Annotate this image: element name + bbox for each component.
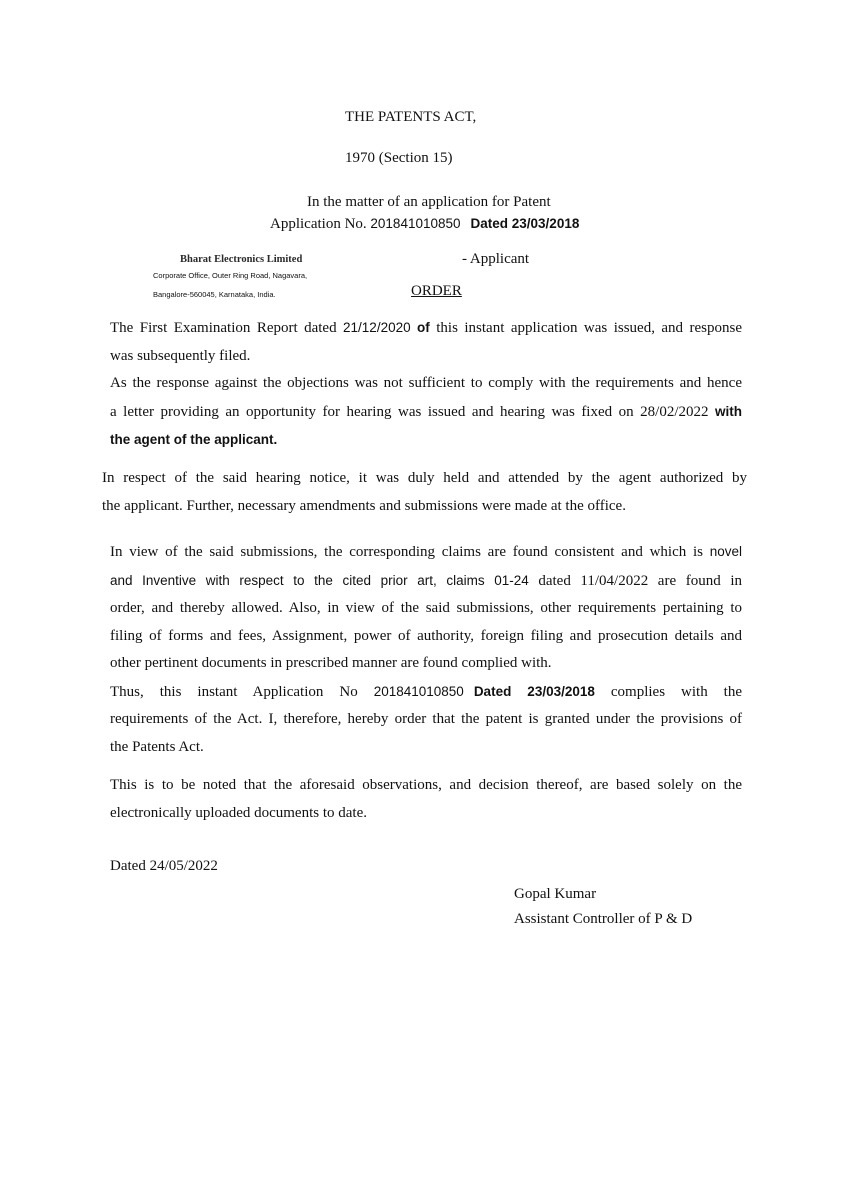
para2-line2: the applicant. Further, necessary amendments and submissions were made at the office. (102, 497, 626, 514)
order-date: Dated 24/05/2022 (110, 858, 218, 874)
para1-line1: The First Examination Report dated 21/12/2020 of this instant application was issued, and response (110, 320, 742, 336)
para4-line2: electronically uploaded documents to date. (110, 804, 367, 821)
applicant-name: Bharat Electronics Limited (180, 254, 303, 265)
application-line (270, 216, 579, 233)
para3-line5: other pertinent documents in prescribed manner are found complied with. (110, 655, 552, 671)
applicant-address-line1: Corporate Office, Outer Ring Road, Nagavara, (153, 271, 308, 280)
para1-line2: was subsequently filed. (110, 347, 251, 364)
applicant-role: - Applicant (462, 251, 530, 267)
signatory-name: Gopal Kumar (514, 886, 597, 902)
para2-line1: In respect of the said hearing notice, it was duly held and attended by the agent authorized by (102, 470, 747, 486)
signatory-designation: Assistant Controller of P & D (514, 911, 693, 927)
para3-line7: requirements of the Act. I, therefore, hereby order that the patent is granted under the provisions of (110, 711, 742, 727)
para4-line1: This is to be noted that the aforesaid observations, and decision thereof, are based solely on the (110, 777, 742, 793)
para3-line6: Thus, this instant Application No 201841010850 Dated 23/03/2018 complies with the (110, 683, 743, 700)
order-title: ORDER (411, 283, 462, 299)
para3-line8: the Patents Act. (110, 738, 204, 755)
applicant-address-line2: Bangalore-560045, Karnataka, India. (153, 290, 276, 299)
para1-line5: the agent of the applicant. (110, 432, 278, 447)
paragraph-first-examination (110, 314, 742, 454)
para3-line1: In view of the said submissions, the corresponding claims are found consistent and which is novel (110, 544, 742, 560)
matter-line: In the matter of an application for Patent (307, 194, 551, 210)
application-dated: Dated 23/03/2018 (470, 216, 580, 231)
application-number: 201841010850 (370, 216, 461, 231)
paragraph-note (110, 772, 742, 827)
act-year: 1970 (Section 15) (345, 150, 453, 166)
para3-line4: filing of forms and fees, Assignment, power of authority, foreign filing and prosecution details and (110, 627, 742, 644)
para1-line4: a letter providing an opportunity for hearing was issued and hearing was fixed on 28/02/2022 with (110, 403, 742, 420)
paragraph-decision (110, 538, 742, 761)
application-prefix: Application No. (270, 216, 371, 232)
para3-line2: and Inventive with respect to the cited prior art, claims 01-24 dated 11/04/2022 are found in (110, 572, 742, 589)
act-title: THE PATENTS ACT, (345, 109, 477, 125)
paragraph-hearing (102, 465, 747, 520)
para3-line3: order, and thereby allowed. Also, in view of the said submissions, other requirements pertaining to (110, 600, 742, 616)
para1-line3: As the response against the objections was not sufficient to comply with the requirements and hence (110, 375, 742, 391)
